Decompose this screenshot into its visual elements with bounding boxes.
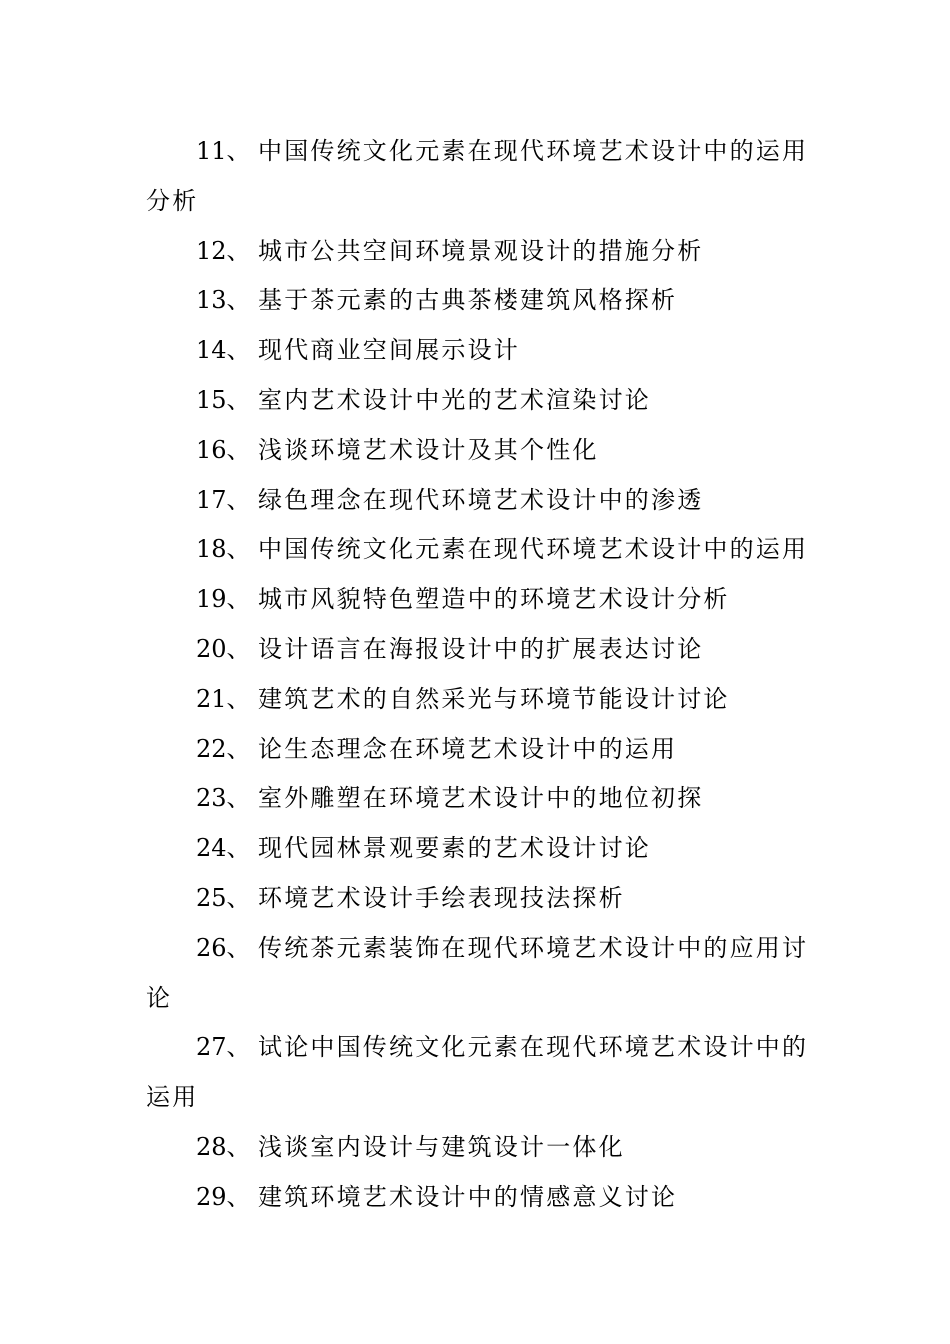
item-title: 试论中国传统文化元素在现代环境艺术设计中的 [258, 1033, 809, 1062]
list-item [146, 276, 801, 326]
item-title: 浅谈环境艺术设计及其个性化 [258, 435, 599, 464]
item-title: 中国传统文化元素在现代环境艺术设计中的运用 [258, 137, 809, 165]
item-number: 26、 [196, 933, 251, 962]
list-item [146, 675, 801, 725]
item-title: 基于茶元素的古典茶楼建筑风格探析 [258, 286, 678, 315]
item-title: 环境艺术设计手绘表现技法探析 [258, 883, 625, 912]
item-number: 25、 [196, 883, 251, 912]
list-item [146, 1123, 801, 1173]
item-title: 绿色理念在现代环境艺术设计中的渗透 [258, 485, 704, 514]
item-title: 城市公共空间环境景观设计的措施分析 [258, 236, 704, 265]
item-title-continued: 论 [146, 983, 173, 1012]
item-number: 17、 [196, 485, 251, 514]
item-title: 现代园林景观要素的艺术设计讨论 [258, 834, 651, 863]
list-item [146, 127, 809, 227]
item-number: 11、 [196, 137, 251, 165]
item-number: 15、 [196, 385, 251, 414]
item-number: 19、 [196, 585, 251, 614]
list-item [146, 774, 801, 824]
list-item [146, 376, 801, 426]
list-item [146, 326, 801, 376]
item-title: 论生态理念在环境艺术设计中的运用 [258, 734, 678, 763]
item-number: 20、 [196, 634, 251, 663]
list-item [146, 625, 801, 675]
item-number: 23、 [196, 784, 251, 813]
list-item [146, 924, 809, 1024]
item-title: 现代商业空间展示设计 [258, 336, 520, 365]
list-item [146, 227, 801, 277]
item-title: 设计语言在海报设计中的扩展表达讨论 [258, 634, 704, 663]
item-number: 14、 [196, 336, 251, 365]
item-title: 室外雕塑在环境艺术设计中的地位初探 [258, 784, 704, 813]
list-item [146, 525, 809, 575]
list-item [146, 874, 801, 924]
item-number: 28、 [196, 1132, 251, 1161]
item-number: 21、 [196, 684, 251, 713]
list-item [146, 1023, 809, 1123]
list-item [146, 476, 801, 526]
item-number: 16、 [196, 435, 251, 464]
list-item [146, 725, 801, 775]
item-title: 室内艺术设计中光的艺术渲染讨论 [258, 385, 651, 414]
list-item [146, 426, 801, 476]
list-item [146, 1173, 801, 1223]
item-title-continued: 运用 [146, 1083, 199, 1112]
item-number: 24、 [196, 834, 251, 863]
title-list [146, 127, 809, 1223]
item-number: 27、 [196, 1033, 251, 1062]
item-title: 中国传统文化元素在现代环境艺术设计中的运用 [258, 535, 809, 564]
item-title: 建筑艺术的自然采光与环境节能设计讨论 [258, 684, 730, 713]
item-number: 18、 [196, 535, 251, 564]
item-number: 12、 [196, 236, 251, 265]
list-item [146, 575, 801, 625]
item-number: 22、 [196, 734, 251, 763]
item-title: 浅谈室内设计与建筑设计一体化 [258, 1132, 625, 1161]
item-title: 传统茶元素装饰在现代环境艺术设计中的应用讨 [258, 933, 809, 962]
item-number: 29、 [196, 1182, 251, 1211]
item-number: 13、 [196, 286, 251, 315]
item-title: 城市风貌特色塑造中的环境艺术设计分析 [258, 585, 730, 614]
item-title-continued: 分析 [146, 186, 199, 215]
item-title: 建筑环境艺术设计中的情感意义讨论 [258, 1182, 678, 1211]
list-item [146, 824, 801, 874]
